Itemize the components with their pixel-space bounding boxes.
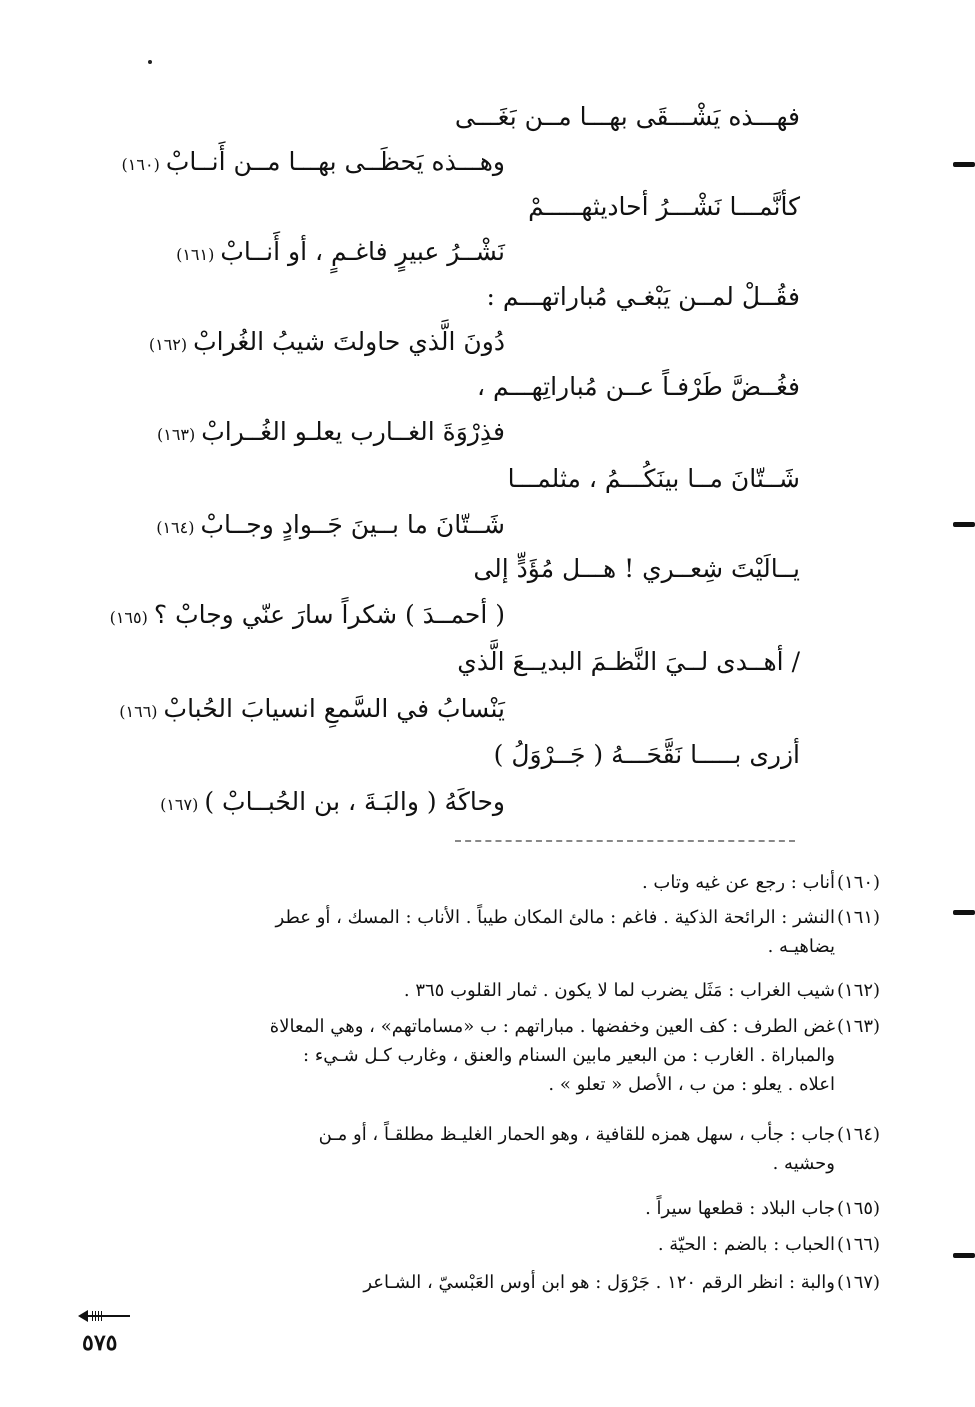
footnote: (١٦٦) الحباب : بالضم : الحيّة . [657, 1234, 881, 1255]
poem-line: دُونَ الَّذي حاولتَ شيبُ الغُرابْ(١٦٢) [148, 327, 505, 356]
poem-line: أزرى بـــــا نَقَّحَـــهُ ( جَــرْوَلُ ) [493, 740, 800, 769]
footnote: (١٦٢) شيب الغراب : مَثَل يضرب لما لا يكون . ثمار القلوب ٣٦٥ . [403, 980, 881, 1001]
footnote-divider [455, 840, 795, 842]
poem-line: فغُــضَّ طَرْفـاً عــن مُباراتِهـــم ، [477, 372, 800, 401]
binding-mark [953, 522, 975, 527]
page-number: ٥٧٥ [82, 1330, 118, 1356]
poem-line: نَشْــرُ عبيرٍ فاغـمٍ ، أو أَنــابْ(١٦١) [176, 237, 505, 266]
poem-line: فذِرْوَةَ الغــارب يعلـو الغُــرابْ(١٦٣) [156, 417, 505, 446]
poem-line: فهـــذه يَشْـــقَى بهـــا مــن بَغَـــى [454, 102, 800, 131]
footnote: (١٦٣) غض الطرف : كف العين وخفضها . مباراتهم : ب «مساماتهم» ، وهي المعالاة والمباراة . الغارب : من البعير مابين السنام والعنق ، وغارب كـل شـيء : اعلاه . يعلو : من ب ، الأصل « تعلو » . [269, 1016, 881, 1095]
poem-line: فقُــلْ لمــن يَبْغـي مُباراتهـــم : [486, 282, 800, 311]
poem-line: وهـــذه يَحظَــى بهـــا مــن أَنــابْ(١٦٠) [121, 147, 505, 176]
footnote: (١٦٥) جاب البلاد : قطعها سيراً . [645, 1198, 881, 1219]
poem-line: شَــتّانَ ما بــينَ جَــوادٍ وجــابْ(١٦٤) [156, 510, 505, 539]
footnote: (١٦٤) جاب : جأب ، سهل همزه للقافية ، وهو الحمار الغليـظ مطلقـاً ، أو مـن وحشيه . [318, 1124, 881, 1174]
poem-line: كأنَّمـــا نَشْـــرُ أحاديثهـــــمْ [528, 192, 800, 221]
poem-line: وحاكَهُ ( والبَـةَ ، بن الحُبــابْ )(١٦٧) [160, 787, 505, 816]
binding-mark [953, 910, 975, 915]
poem-line: ( أحمــدَ ) شكراً سارَ عنّي وجابْ ؟(١٦٥) [109, 600, 505, 629]
binding-mark [953, 1253, 975, 1258]
footnote: (١٦١) النشر : الرائحة الذكية . فاغم : مالئ المكان طيباً . الأناب : المسك ، أو عطر يضاهيـه . [275, 907, 881, 957]
poem-line: يــالَيْتَ شِعــري ! هـــل مُؤَدٍّ إلى [473, 554, 800, 583]
binding-mark [953, 162, 975, 167]
page-speck [148, 60, 152, 64]
footnote: (١٦٠) أناب : رجع عن غيه وتاب . [641, 872, 881, 893]
poem-line: / أهــدى لــيَ النَّظـمَ البديــعَ الَّذي [457, 647, 800, 676]
poem-line: يَنْسابُ في السَّمعِ انسيابَ الحُبابْ(١٦٦) [119, 694, 505, 723]
poem-line: شَــتّانَ مــا بينَكُـــمُ ، مثلمـــا [507, 464, 800, 493]
footnote: (١٦٧) والبة : انظر الرقم ١٢٠ . جَرْوَل : هو ابن أوس العَبْسيّ ، الشـاعر [363, 1272, 881, 1293]
continuation-arrow-icon [80, 1315, 130, 1317]
